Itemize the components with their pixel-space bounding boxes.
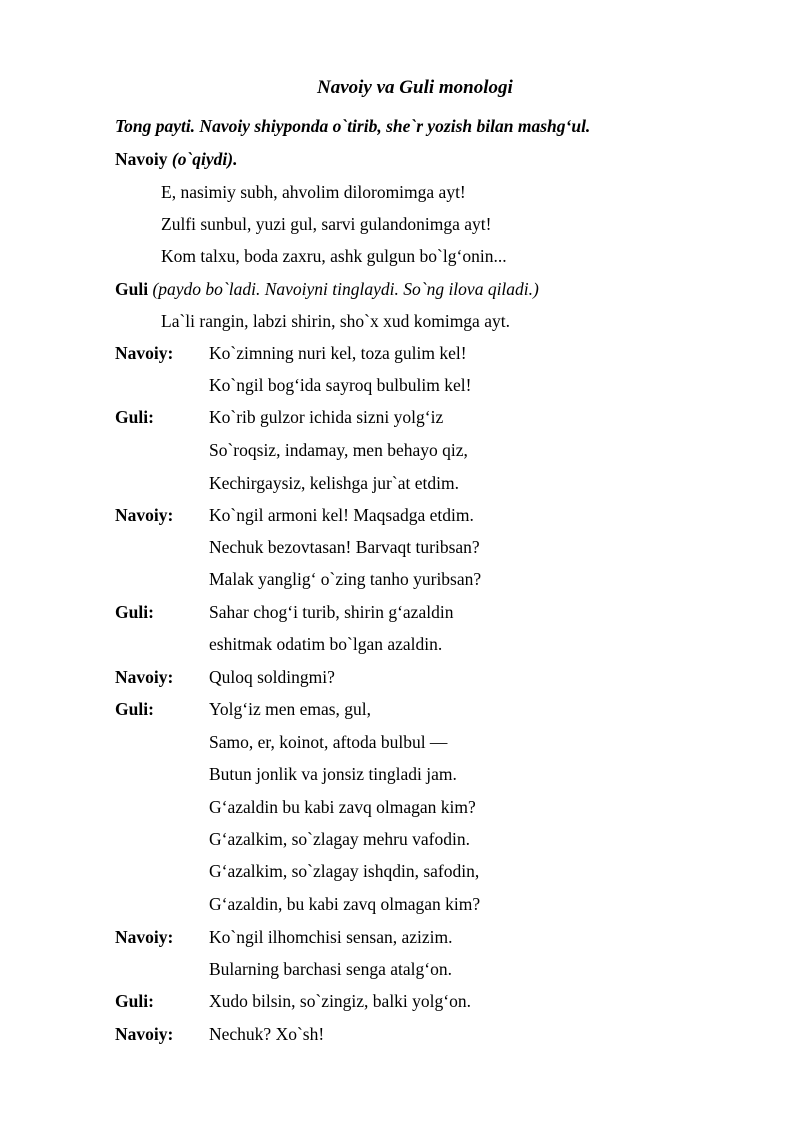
speaker-label: Navoiy: [115,1024,174,1044]
dialogue-line: G‘azalkim, so`zlagay mehru vafodin. [209,829,470,849]
speaker-label: Guli: [115,991,154,1011]
verse-line: Kom talxu, boda zaxru, ashk gulgun bo`lg‘onin... [161,246,507,266]
speaker-label: Navoiy: [115,505,174,525]
verse-line: La`li rangin, labzi shirin, sho`x xud komimga ayt. [161,311,510,331]
dialogue-line: Quloq soldingmi? [209,667,335,687]
verse-line: E, nasimiy subh, ahvolim diloromimga ayt! [161,182,466,202]
dialogue-line: Samo, er, koinot, aftoda bulbul — [209,732,448,752]
dialogue-line: G‘azaldin bu kabi zavq olmagan kim? [209,797,476,817]
dialogue-line: Ko`ngil armoni kel! Maqsadga etdim. [209,505,474,525]
speaker-name: Guli [115,279,149,299]
dialogue-line: Ko`zimning nuri kel, toza gulim kel! [209,343,467,363]
dialogue-line: Yolg‘iz men emas, gul, [209,699,372,719]
intro-navoiy [115,148,237,170]
dialogue-line: Sahar chog‘i turib, shirin g‘azaldin [209,602,454,622]
intro-guli [115,278,539,300]
dialogue-line: Bularning barchasi senga atalg‘on. [209,959,452,979]
speaker-label: Guli: [115,407,154,427]
speaker-direction: (o`qiydi). [171,149,238,169]
dialogue-line: Ko`ngil bog‘ida sayroq bulbulim kel! [209,375,472,395]
dialogue-line: Ko`rib gulzor ichida sizni yolg‘iz [209,407,444,427]
dialogue-line: Kechirgaysiz, kelishga jur`at etdim. [209,473,459,493]
dialogue-line: Butun jonlik va jonsiz tingladi jam. [209,764,457,784]
speaker-label: Navoiy: [115,927,174,947]
speaker-label: Guli: [115,699,154,719]
dialogue-line: Ko`ngil ilhomchisi sensan, azizim. [209,927,453,947]
dialogue-line: eshitmak odatim bo`lgan azaldin. [209,634,443,654]
dialogue-line: Nechuk? Xo`sh! [209,1024,325,1044]
dialogue-line: Xudo bilsin, so`zingiz, balki yolg‘on. [209,991,471,1011]
dialogue-line: So`roqsiz, indamay, men behayo qiz, [209,440,468,460]
stage-direction: Tong payti. Navoiy shiyponda o`tirib, she`r yozish bilan mashg‘ul. [115,116,591,136]
speaker-label: Navoiy: [115,667,174,687]
dialogue-line: G‘azaldin, bu kabi zavq olmagan kim? [209,894,481,914]
speaker-name: Navoiy [115,149,168,169]
speaker-direction: (paydo bo`ladi. Navoiyni tinglaydi. So`ng ilova qiladi.) [152,279,539,299]
speaker-label: Navoiy: [115,343,174,363]
dialogue-line: Malak yanglig‘ o`zing tanho yuribsan? [209,569,482,589]
speaker-label: Guli: [115,602,154,622]
dialogue-line: Nechuk bezovtasan! Barvaqt turibsan? [209,537,480,557]
verse-line: Zulfi sunbul, yuzi gul, sarvi gulandonimga ayt! [161,214,492,234]
page-title: Navoiy va Guli monologi [317,77,513,98]
dialogue-line: G‘azalkim, so`zlagay ishqdin, safodin, [209,861,480,881]
